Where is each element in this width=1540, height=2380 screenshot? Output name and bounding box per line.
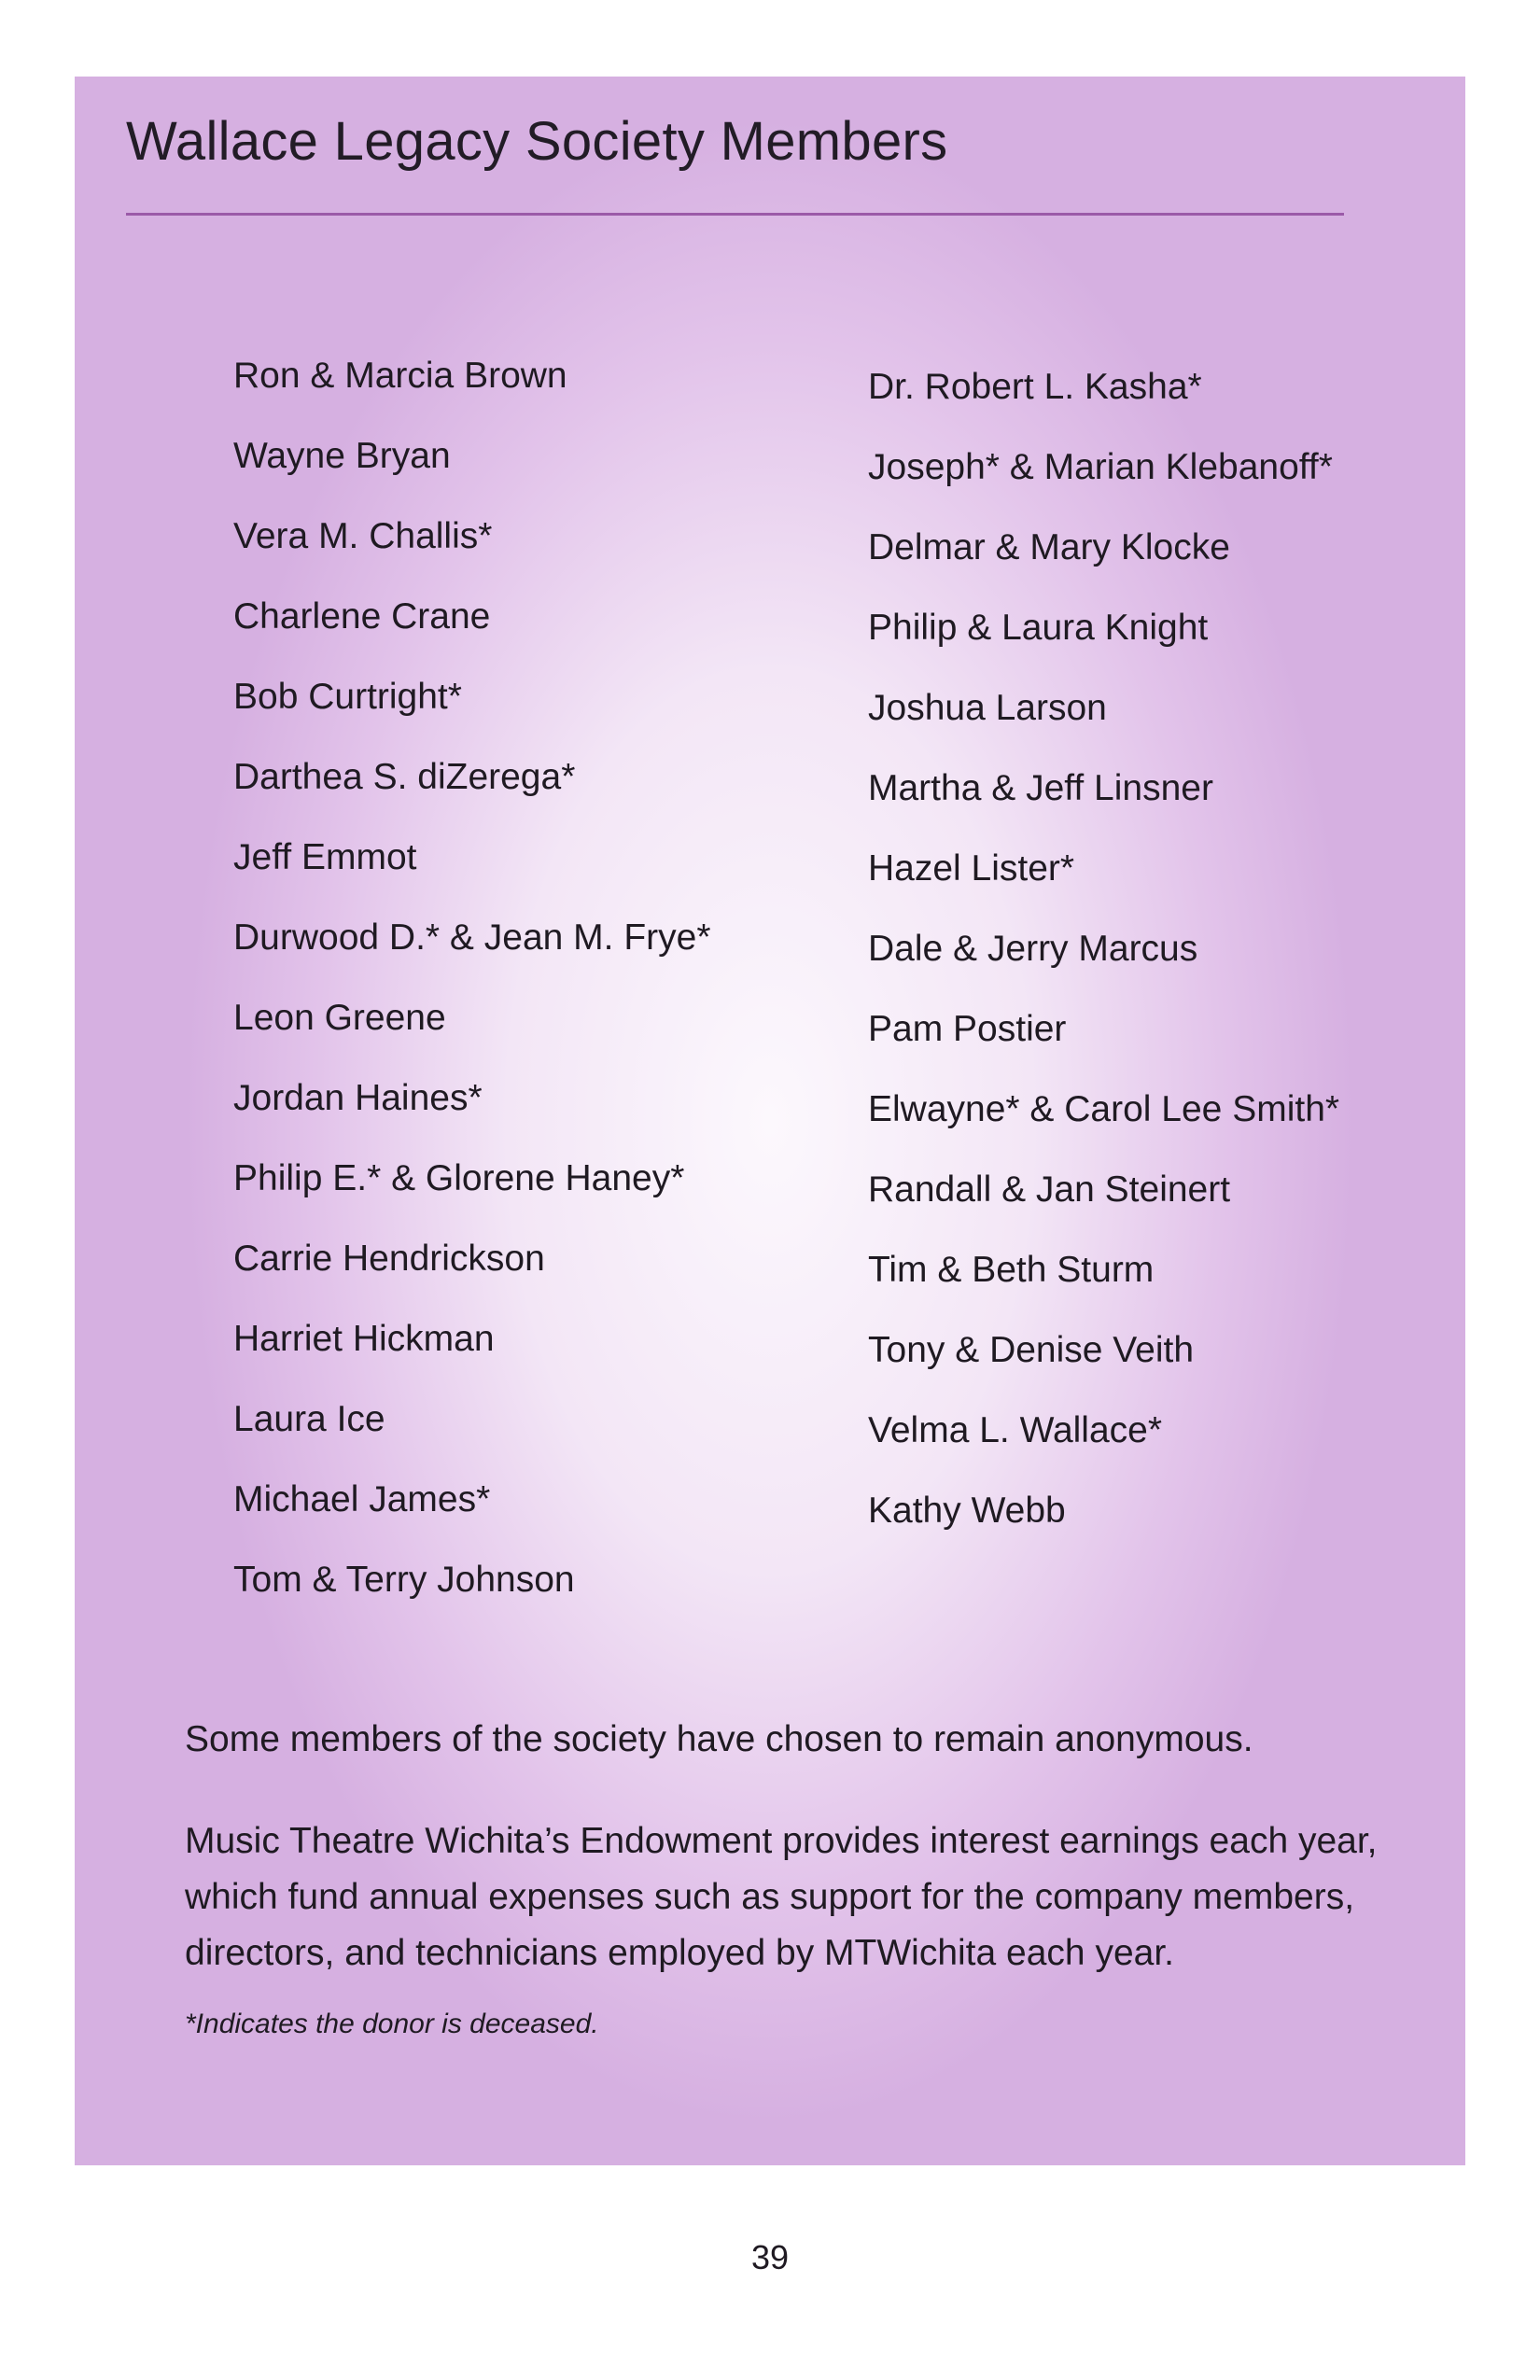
- member-name: Laura Ice: [233, 1399, 385, 1439]
- member-name: Philip E.* & Glorene Haney*: [233, 1158, 685, 1198]
- member-name: Joshua Larson: [868, 688, 1107, 728]
- member-name: Dr. Robert L. Kasha*: [868, 367, 1202, 407]
- member-name: Delmar & Mary Klocke: [868, 527, 1230, 567]
- anonymous-note: Some members of the society have chosen to remain anonymous.: [185, 1719, 1253, 1759]
- member-name: Leon Greene: [233, 998, 446, 1038]
- member-name: Darthea S. diZerega*: [233, 757, 576, 797]
- member-name: Hazel Lister*: [868, 848, 1075, 889]
- member-name: Carrie Hendrickson: [233, 1239, 545, 1279]
- member-name: Velma L. Wallace*: [868, 1410, 1163, 1450]
- member-name: Tim & Beth Sturm: [868, 1250, 1155, 1290]
- member-name: Bob Curtright*: [233, 677, 462, 717]
- member-name: Tom & Terry Johnson: [233, 1560, 575, 1600]
- member-name: Joseph* & Marian Klebanoff*: [868, 447, 1333, 487]
- member-name: Jordan Haines*: [233, 1078, 483, 1118]
- endowment-note: Music Theatre Wichita’s Endowment provides interest earnings each year, which fund annual expenses such as support for the company members, directors, and technicians employed by MTWichita each year.: [185, 1821, 1378, 1973]
- member-name: Ron & Marcia Brown: [233, 356, 567, 396]
- page-number: 39: [750, 2238, 790, 2276]
- member-name: Dale & Jerry Marcus: [868, 929, 1198, 969]
- members-list-left: [233, 353, 711, 1637]
- member-name: Pam Postier: [868, 1009, 1067, 1049]
- member-name: Wayne Bryan: [233, 436, 451, 476]
- member-name: Michael James*: [233, 1479, 491, 1519]
- member-name: Charlene Crane: [233, 596, 491, 637]
- member-name: Martha & Jeff Linsner: [868, 768, 1213, 808]
- page-title: Wallace Legacy Society Members: [126, 111, 948, 172]
- member-name: Durwood D.* & Jean M. Frye*: [233, 917, 711, 958]
- member-name: Tony & Denise Veith: [868, 1330, 1195, 1370]
- member-name: Kathy Webb: [868, 1491, 1066, 1531]
- members-list-right: [868, 364, 1339, 1568]
- member-name: Elwayne* & Carol Lee Smith*: [868, 1089, 1340, 1129]
- member-name: Vera M. Challis*: [233, 516, 493, 556]
- deceased-note: *Indicates the donor is deceased.: [185, 2009, 599, 2039]
- member-name: Jeff Emmot: [233, 837, 417, 877]
- member-name: Harriet Hickman: [233, 1319, 495, 1359]
- member-name: Randall & Jan Steinert: [868, 1169, 1231, 1210]
- title-divider: [126, 213, 1344, 216]
- member-name: Philip & Laura Knight: [868, 608, 1209, 648]
